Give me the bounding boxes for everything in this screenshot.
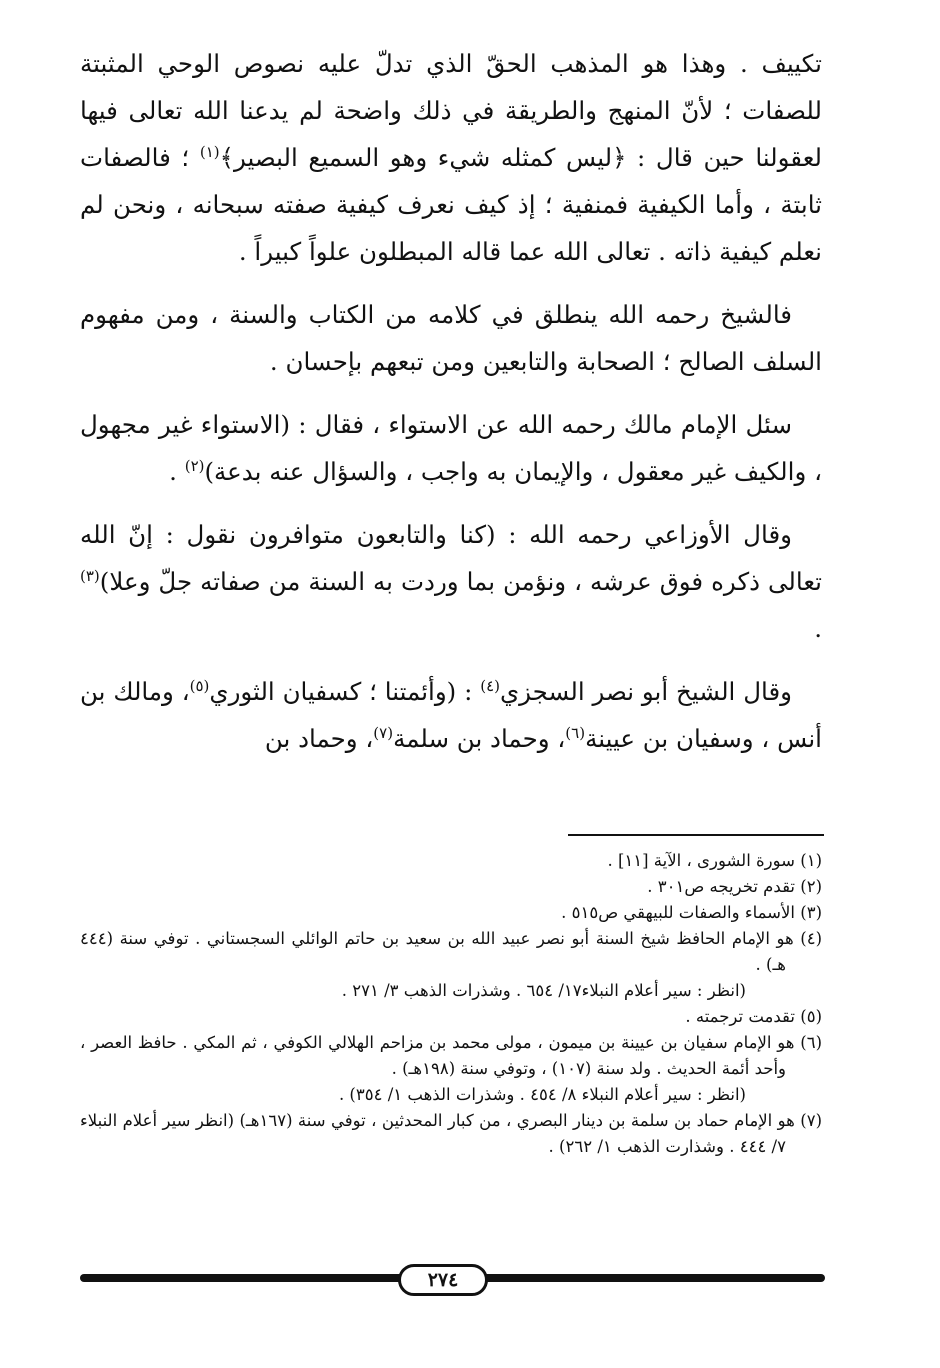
paragraph-1 (80, 40, 822, 275)
footnotes (80, 848, 822, 1160)
footnote-6-source: (انظر : سير أعلام النبلاء ٨/ ٤٥٤ . وشذرات الذهب ١/ ٣٥٤) . (338, 1085, 746, 1104)
paragraph-2 (80, 291, 822, 385)
paragraph-5-part-c: ، ومالك بن أنس ، وسفيان بن عيينة (80, 677, 822, 753)
paragraph-5-part-d: ، وحماد بن سلمة (393, 724, 566, 753)
paragraph-3-end: . (169, 457, 177, 486)
paragraph-1-tail: ؛ فالصفات ثابتة ، وأما الكيفية فمنفية ؛ إذ كيف نعرف كيفية صفته سبحانه ، ونحن لم نعلم كيفية ذاته . تعالى الله عما قاله المبطلون علواً كبيراً . (80, 143, 822, 266)
footnote-ref-1: (١) (199, 143, 220, 161)
footnote-ref-5: (٥) (189, 677, 210, 695)
paragraph-5-part-a: وقال الشيخ أبو نصر السجزي (499, 677, 793, 706)
footnote-ref-6: (٦) (565, 724, 586, 742)
footnote-5: (٥) تقدمت ترجمته . (685, 1007, 822, 1026)
footnote-ref-3: (٣) (80, 567, 100, 585)
page-number: ٢٧٤ (398, 1264, 488, 1296)
paragraph-5-part-b: : (وأئمتنا ؛ كسفيان الثوري (209, 677, 473, 706)
paragraph-5-part-e: ، وحماد بن (264, 724, 374, 753)
footnote-2: (٢) تقدم تخريجه ص٣٠١ . (647, 877, 822, 896)
footnote-4: (٤) هو الإمام الحافظ شيخ السنة أبو نصر عبيد الله بن سعيد بن حاتم الوائلي السجستاني . توفي سنة (٤٤٤ هـ) . (80, 929, 822, 974)
footnote-ref-7: (٧) (373, 724, 394, 742)
paragraph-4-end: . (814, 614, 822, 643)
footnote-1: (١) سورة الشورى ، الآية [١١] . (607, 851, 822, 870)
footnote-7: (٧) هو الإمام حماد بن سلمة بن دينار البصري ، من كبار المحدثين ، توفي سنة (١٦٧هـ) (انظر سير أعلام النبلاء ٧/ ٤٤٤ . وشذارت الذهب ١/ ٢٦٢) . (80, 1111, 822, 1156)
footnote-6: (٦) هو الإمام سفيان بن عيينة بن ميمون ، مولى محمد بن مزاحم الهلالي الكوفي ، ثم المكي . حافظ العصر ، وأحد أئمة الحديث . ولد سنة (١٠٧) ، وتوفي سنة (١٩٨هـ) . (80, 1033, 822, 1078)
footnote-ref-4: (٤) (480, 677, 500, 695)
page-footer (80, 1264, 825, 1294)
footnote-ref-2: (٢) (184, 457, 205, 475)
footnote-separator (568, 834, 824, 836)
paragraph-2-text: فالشيخ رحمه الله ينطلق في كلامه من الكتاب والسنة ، ومن مفهوم السلف الصالح ؛ الصحابة والتابعين ومن تبعهم بإحسان . (80, 300, 822, 376)
paragraph-5 (80, 668, 822, 762)
paragraph-1-text: تكييف . وهذا هو المذهب الحقّ الذي تدلّ عليه نصوص الوحي المثبتة للصفات ؛ لأنّ المنهج والطريقة في ذلك واضحة لم يدعنا الله تعالى فيها لعقولنا حين قال : ﴿ليس كمثله شيء وهو السميع البصير﴾ (80, 49, 822, 172)
paragraph-4-text: وقال الأوزاعي رحمه الله : (كنا والتابعون متوافرون نقول : إنّ الله تعالى ذكره فوق عرشه ، ونؤمن بما وردت به السنة من صفاته جلّ وعلا) (80, 520, 822, 596)
paragraph-4 (80, 511, 822, 652)
paragraph-3-text: سئل الإمام مالك رحمه الله عن الاستواء ، فقال : (الاستواء غير مجهول ، والكيف غير معقول ، والإيمان به واجب ، والسؤال عنه بدعة) (80, 410, 822, 486)
footnote-4-source: (انظر : سير أعلام النبلاء١٧/ ٦٥٤ . وشذرات الذهب ٣/ ٢٧١ . (341, 981, 746, 1000)
main-text (80, 40, 822, 778)
footnote-3: (٣) الأسماء والصفات للبيهقي ص٥١٥ . (561, 903, 822, 922)
paragraph-3 (80, 401, 822, 495)
